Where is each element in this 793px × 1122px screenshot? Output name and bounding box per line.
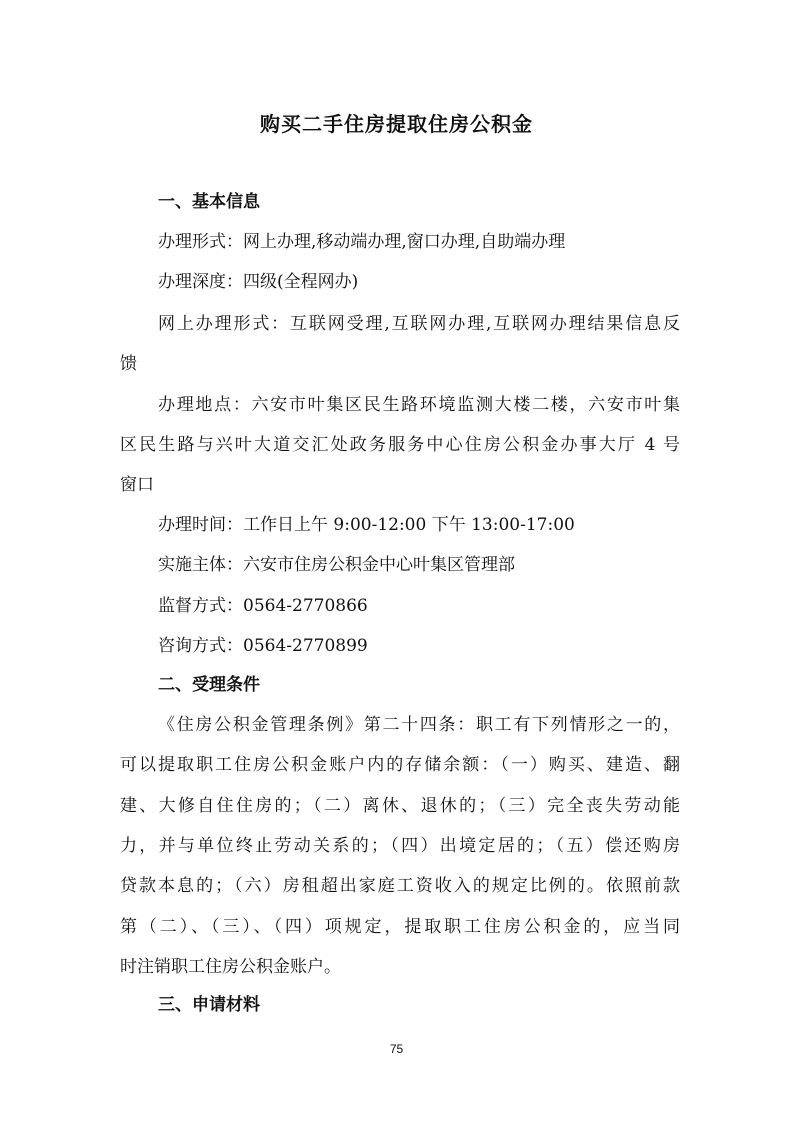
condition-line: 贷款本息的；（六）房租超出家庭工资收入的规定比例的。依照前款 [120, 876, 680, 896]
condition-line: 力，并与单位终止劳动关系的；（四）出境定居的；（五）偿还购房 [120, 836, 680, 856]
info-line-location-end: 窗口 [120, 475, 154, 495]
info-line-online-form-cont: 馈 [120, 354, 137, 374]
document-title: 购买二手住房提取住房公积金 [260, 112, 533, 136]
section-heading-conditions: 二、受理条件 [158, 675, 260, 695]
info-line-location: 办理地点：六安市叶集区民生路环境监测大楼二楼，六安市叶集 [158, 395, 680, 415]
condition-line: 建、大修自住住房的；（二）离休、退休的；（三）完全丧失劳动能 [120, 796, 680, 816]
info-line-agency: 实施主体：六安市住房公积金中心叶集区管理部 [158, 555, 515, 575]
info-line-online-form: 网上办理形式：互联网受理,互联网办理,互联网办理结果信息反 [158, 314, 680, 334]
info-line-depth: 办理深度：四级(全程网办) [158, 272, 359, 292]
condition-line: 第（二）、（三）、（四）项规定，提取职工住房公积金的，应当同 [120, 917, 680, 937]
info-line-form: 办理形式：网上办理,移动端办理,窗口办理,自助端办理 [158, 232, 566, 252]
condition-line: 时注销职工住房公积金账户。 [120, 957, 341, 977]
info-line-location-cont: 区民生路与兴叶大道交汇处政务服务中心住房公积金办事大厅 4 号 [120, 435, 680, 455]
condition-line: 《住房公积金管理条例》第二十四条：职工有下列情形之一的， [158, 715, 680, 735]
section-heading-basic-info: 一、基本信息 [158, 192, 260, 212]
section-heading-materials: 三、申请材料 [158, 995, 260, 1015]
info-line-hours: 办理时间：工作日上午 9:00-12:00 下午 13:00-17:00 [158, 515, 575, 535]
info-line-supervision-phone: 监督方式：0564-2770866 [158, 596, 368, 616]
condition-line: 可以提取职工住房公积金账户内的存储余额：（一）购买、建造、翻 [120, 755, 680, 775]
info-line-consult-phone: 咨询方式：0564-2770899 [158, 636, 368, 656]
page-number: 75 [389, 1042, 404, 1056]
